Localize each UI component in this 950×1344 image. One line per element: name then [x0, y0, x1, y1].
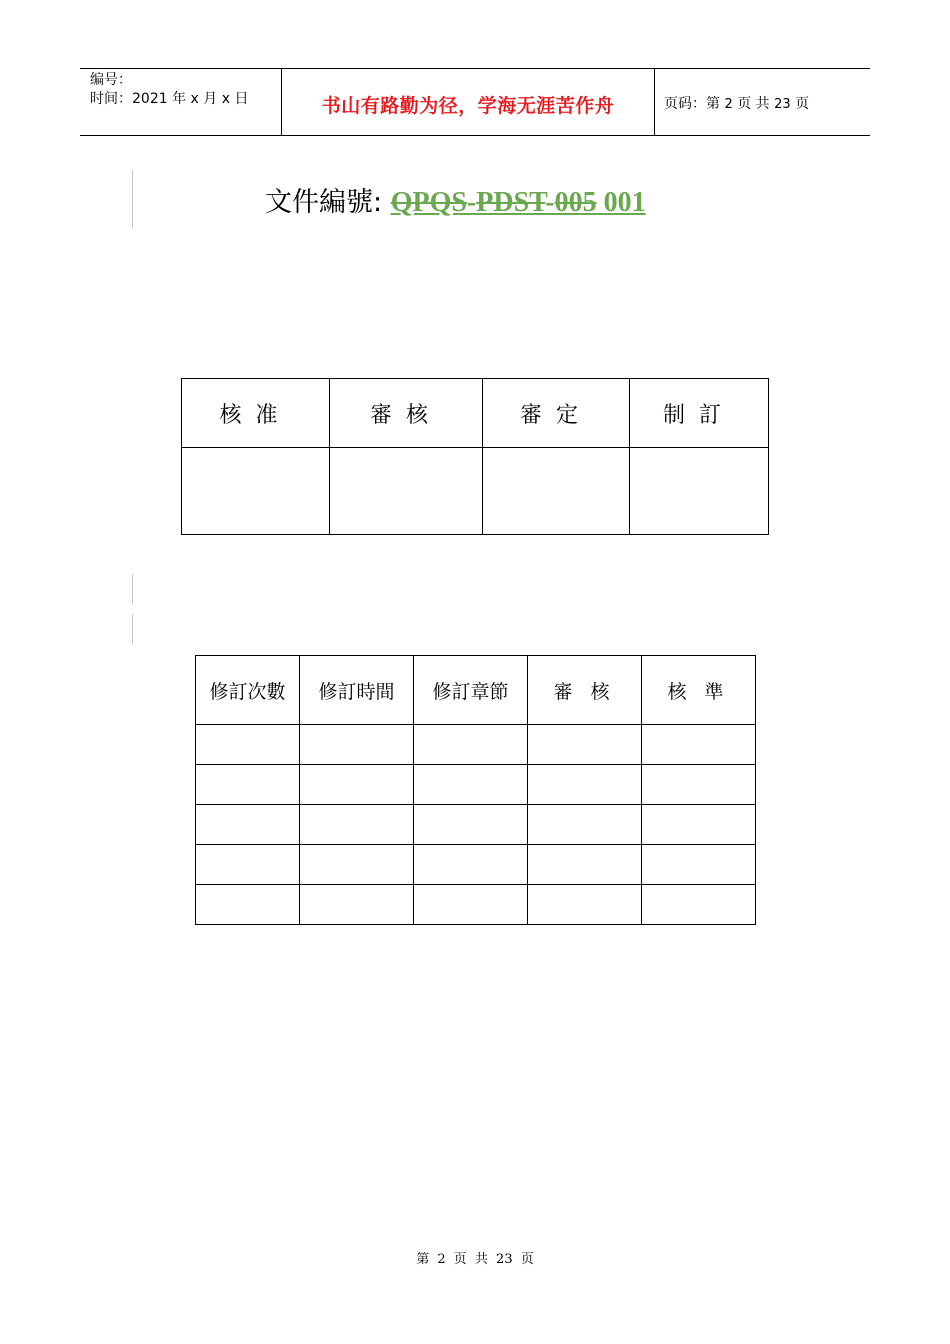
table-cell: [300, 805, 414, 845]
table-row: [196, 845, 756, 885]
page-prefix: 页码：第: [664, 96, 720, 112]
revision-bar: [132, 574, 133, 604]
table-row: [196, 765, 756, 805]
table-cell: [528, 765, 642, 805]
table-cell: [300, 765, 414, 805]
table-cell: [528, 885, 642, 925]
table-cell: [196, 765, 300, 805]
revision-bar: [132, 614, 133, 644]
signature-cell: [330, 448, 483, 535]
table-row: [196, 725, 756, 765]
revision-header-cell: 修訂次數: [196, 656, 300, 725]
revision-header-row: [196, 656, 756, 725]
approval-header-row: [182, 379, 769, 448]
table-cell: [414, 725, 528, 765]
time-label: 时间：2021 年 x 月 x 日: [90, 91, 249, 107]
signature-cell: [182, 448, 330, 535]
table-cell: [642, 725, 756, 765]
code-part: -: [545, 187, 555, 218]
code-part: -: [466, 187, 477, 218]
table-cell: [528, 845, 642, 885]
revision-header-cell: 修訂章節: [414, 656, 528, 725]
table-cell: [196, 725, 300, 765]
revision-table: [195, 655, 756, 925]
table-cell: [196, 805, 300, 845]
header-page-info: [664, 93, 809, 113]
table-cell: [642, 885, 756, 925]
table-cell: [300, 845, 414, 885]
revision-header-cell: 審 核: [528, 656, 642, 725]
page-number: 2: [724, 97, 733, 112]
table-cell: [414, 885, 528, 925]
page-mid: 页 共: [737, 96, 770, 112]
signature-cell: [630, 448, 769, 535]
table-cell: [196, 885, 300, 925]
page-footer: 第 2 页 共 23 页: [416, 1252, 534, 1267]
header-meta: [90, 71, 248, 109]
code-part: QPQS: [390, 187, 467, 218]
revision-bar: [132, 170, 133, 228]
table-cell: [300, 885, 414, 925]
table-row: [196, 885, 756, 925]
code-part: PDST: [476, 187, 546, 218]
header-motto: 书山有路勤为径，学海无涯苦作舟: [321, 95, 615, 117]
document-number: [265, 180, 646, 219]
table-cell: [414, 845, 528, 885]
table-row: [196, 805, 756, 845]
header-divider: [654, 69, 655, 135]
revision-header-cell: 修訂時間: [300, 656, 414, 725]
signature-cell: [483, 448, 630, 535]
table-cell: [414, 805, 528, 845]
approval-header-cell: 審核: [330, 379, 483, 448]
page-header: [80, 68, 870, 136]
approval-table: [181, 378, 769, 535]
table-cell: [642, 805, 756, 845]
serial-label: 编号：: [90, 72, 132, 88]
table-cell: [642, 845, 756, 885]
document-number-label: 文件編號:: [265, 187, 391, 218]
approval-header-cell: 核准: [182, 379, 330, 448]
code-part: 005: [554, 187, 597, 218]
page-total: 23: [774, 97, 791, 112]
document-code: [391, 187, 646, 218]
table-cell: [528, 805, 642, 845]
table-cell: [196, 845, 300, 885]
code-part: 001: [596, 187, 646, 218]
table-cell: [414, 765, 528, 805]
approval-signature-row: [182, 448, 769, 535]
table-cell: [528, 725, 642, 765]
approval-header-cell: 審定: [483, 379, 630, 448]
table-cell: [642, 765, 756, 805]
page-suffix: 页: [795, 96, 810, 112]
revision-header-cell: 核 準: [642, 656, 756, 725]
table-cell: [300, 725, 414, 765]
approval-header-cell: 制訂: [630, 379, 769, 448]
